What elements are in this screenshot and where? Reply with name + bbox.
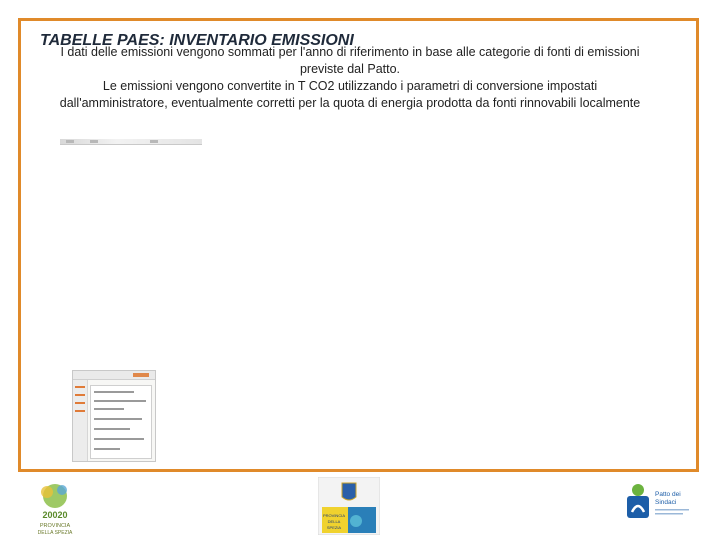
svg-text:PROVINCIA: PROVINCIA bbox=[322, 513, 346, 518]
svg-text:20020: 20020 bbox=[42, 510, 68, 520]
screenshot-strip-image bbox=[60, 139, 202, 145]
svg-text:DELLA SPEZIA: DELLA SPEZIA bbox=[37, 530, 73, 536]
svg-text:DELLA: DELLA bbox=[327, 519, 341, 524]
svg-text:Patto dei: Patto dei bbox=[655, 491, 681, 498]
provincia-spezia-logo bbox=[30, 480, 80, 536]
paragraph-emissions-sum: I dati delle emissioni vengono sommati per l'anno di riferimento in base alle categorie di fonti di emissioni previste dal Patto. bbox=[60, 45, 640, 76]
provincia-center-logo bbox=[318, 477, 380, 535]
application-screenshot-image bbox=[72, 370, 156, 462]
svg-text:Sindaci: Sindaci bbox=[655, 499, 677, 506]
slide-body bbox=[50, 44, 650, 112]
svg-text:SPEZIA: SPEZIA bbox=[326, 525, 342, 530]
patto-dei-sindaci-logo bbox=[625, 482, 695, 522]
svg-text:PROVINCIA: PROVINCIA bbox=[39, 523, 71, 529]
slide-title: TABELLE PAES: INVENTARIO EMISSIONI bbox=[40, 32, 354, 49]
paragraph-emissions-conversion: Le emissioni vengono convertite in T CO2 utilizzando i parametri di conversione impostati dall'amministratore, eventualmente corretti per la quota di energia prodotta da fonti rinnovabili localmente bbox=[59, 79, 641, 110]
